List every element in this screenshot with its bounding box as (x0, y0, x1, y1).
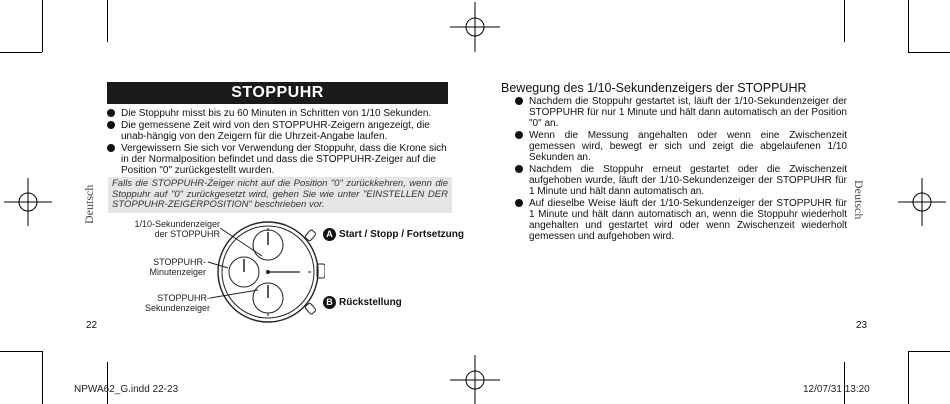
footer-file: NPWA62_G.indd 22-23 (74, 384, 179, 395)
list-item: Nachdem die Stoppuhr gestartet ist, läuft der 1/10-Sekundenzeiger der STOPPUHR für nur 1 Minute und hält dann automatisch an der Position "0" an. (515, 96, 847, 129)
list-item: Wenn die Messung angehalten oder wenn eine Zwischenzeit gemessen wird, bewegt er sich und zeigt die abgelaufenen 1/10 Sekunden an. (515, 130, 847, 163)
label-minute-hand: STOPPUHR- Minutenzeiger (149, 257, 206, 277)
footer-date: 12/07/31 13:20 (803, 384, 870, 395)
list-item: Auf dieselbe Weise läuft der 1/10-Sekundenzeiger der STOPPUHR für 1 Minute und hält dann automatisch an, wenn die Stoppuhr wiederholt angehalten und gestartet wird oder wenn Zwischenzeit wiederholt gemessen und aufgehoben wird. (515, 198, 847, 242)
watch-diagram (200, 212, 325, 332)
list-item: Vergewissern Sie sich vor Verwendung der Stoppuhr, dass die Krone sich in der Normalposition befindet und dass die STOPPUHR-Zeiger auf die Position "0" zurückgestellt wurden. (107, 143, 452, 176)
button-b-badge: B (323, 296, 336, 309)
bullet-icon (107, 144, 115, 152)
bullet-icon (515, 97, 523, 105)
right-bullet-list (515, 96, 847, 243)
side-label-left: Deutsch (82, 184, 96, 224)
bullet-icon (107, 121, 115, 129)
left-bullet-list (107, 108, 452, 177)
side-label-right: Deutsch (852, 180, 866, 220)
label-second-hand: STOPPUHR- Sekundenzeiger (144, 293, 210, 313)
button-b-label: B Rückstellung (323, 296, 402, 309)
bullet-icon (515, 199, 523, 207)
bullet-icon (515, 165, 523, 173)
page-number-left: 22 (86, 320, 98, 331)
section-title: STOPPUHR (107, 82, 448, 104)
list-item: Die gemessene Zeit wird von den STOPPUHR-Zeigern angezeigt, die unab-hängig von den Zeigern für die Uhrzeit-Angabe laufen. (107, 120, 452, 142)
list-item: Die Stoppuhr misst bis zu 60 Minuten in Schritten von 1/10 Sekunden. (107, 108, 452, 119)
right-heading: Bewegung des 1/10-Sekundenzeigers der STOPPUHR (501, 81, 807, 95)
list-item: Nachdem die Stoppuhr erneut gestartet oder die Zwischenzeit aufgehoben wurde, läuft der 1/10-Sekundenzeiger der STOPPUHR für 1 Minute und hält dann automatisch an. (515, 164, 847, 197)
button-a-label: A Start / Stopp / Fortsetzung (323, 228, 464, 241)
note-box: Falls die STOPPUHR-Zeiger nicht auf die Position "0" zurückkehren, wenn die Stoppuhr auf "0" zurückgesetzt wird, gehen Sie wie unter "EINSTELLEN DER STOPPUHR-ZEIGERPOSITION" beschrieben vor. (108, 177, 452, 213)
button-a-badge: A (323, 228, 336, 241)
label-tenth-second-hand: 1/10-Sekundenzeiger der STOPPUHR (134, 219, 220, 239)
bullet-icon (515, 131, 523, 139)
page-number-right: 23 (856, 320, 868, 331)
bullet-icon (107, 109, 115, 117)
